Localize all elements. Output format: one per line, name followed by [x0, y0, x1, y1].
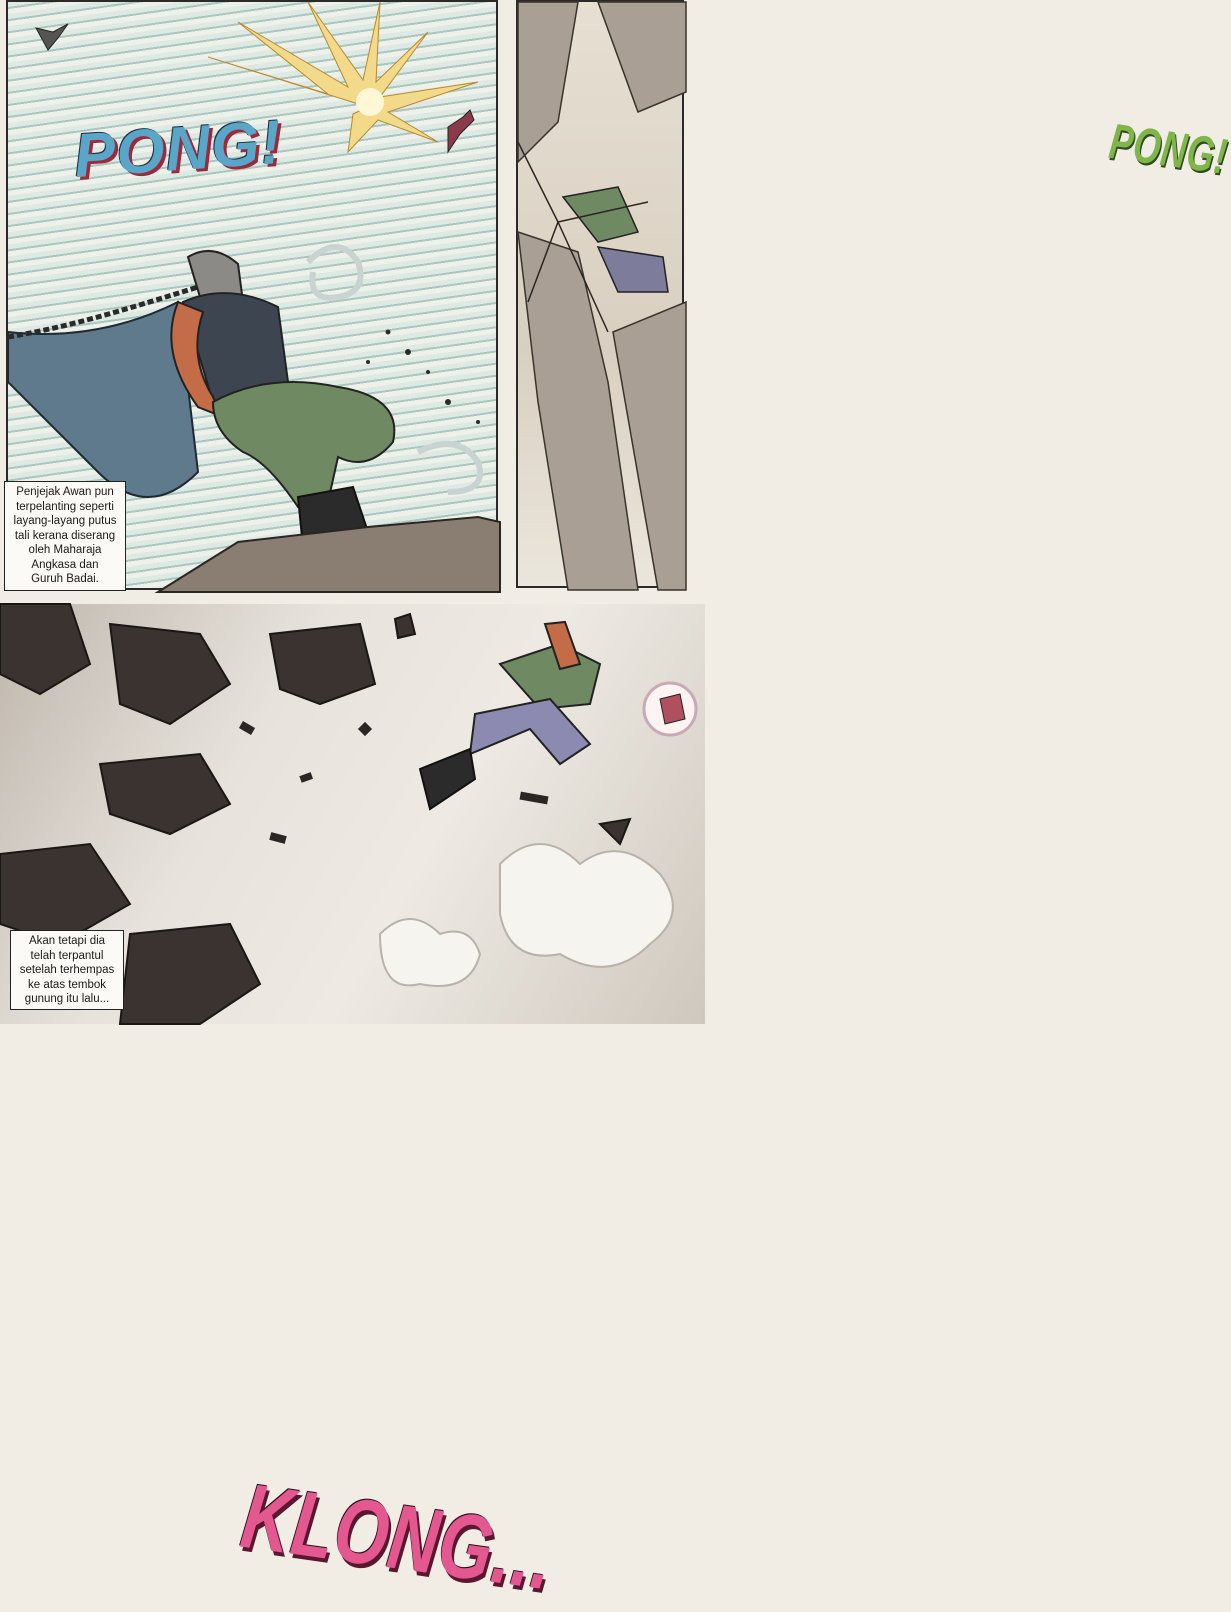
caption-line: layang-layang putus — [13, 515, 117, 527]
caption-line: telah terpantul — [30, 949, 104, 962]
caption-panel-3 — [10, 930, 124, 1010]
sound-effect-pong: PONG! — [71, 107, 285, 192]
caption-line: tali kerana diserang — [14, 529, 116, 542]
distant-figure — [644, 683, 696, 735]
caption-line: Guruh Badai. — [31, 573, 99, 585]
dust-cloud — [380, 844, 673, 986]
caption-line: Akan tetapi dia — [28, 935, 106, 947]
panel-2 — [516, 0, 1231, 588]
caption-line: terpelanting seperti — [16, 500, 114, 513]
caption-line: ke atas tembok — [28, 978, 106, 991]
panel-2-art — [518, 2, 686, 590]
flying-figure — [448, 110, 474, 152]
caption-line: Angkasa dan — [31, 558, 99, 571]
caption-line: gunung itu lalu... — [24, 993, 110, 1005]
distant-bird — [36, 24, 68, 50]
hero-figure — [420, 622, 600, 809]
sound-effect-pong-2: PONG! — [1106, 112, 1231, 185]
caption-line: setelah terhempas — [19, 964, 115, 976]
caption-line: Penjejak Awan pun — [16, 486, 114, 498]
sound-effect-klong: KLONG... — [235, 1464, 560, 1610]
caption-panel-1 — [4, 481, 126, 591]
shattered-wall — [518, 2, 686, 590]
caption-line: oleh Maharaja — [28, 544, 102, 556]
warrior-figure — [171, 251, 394, 547]
